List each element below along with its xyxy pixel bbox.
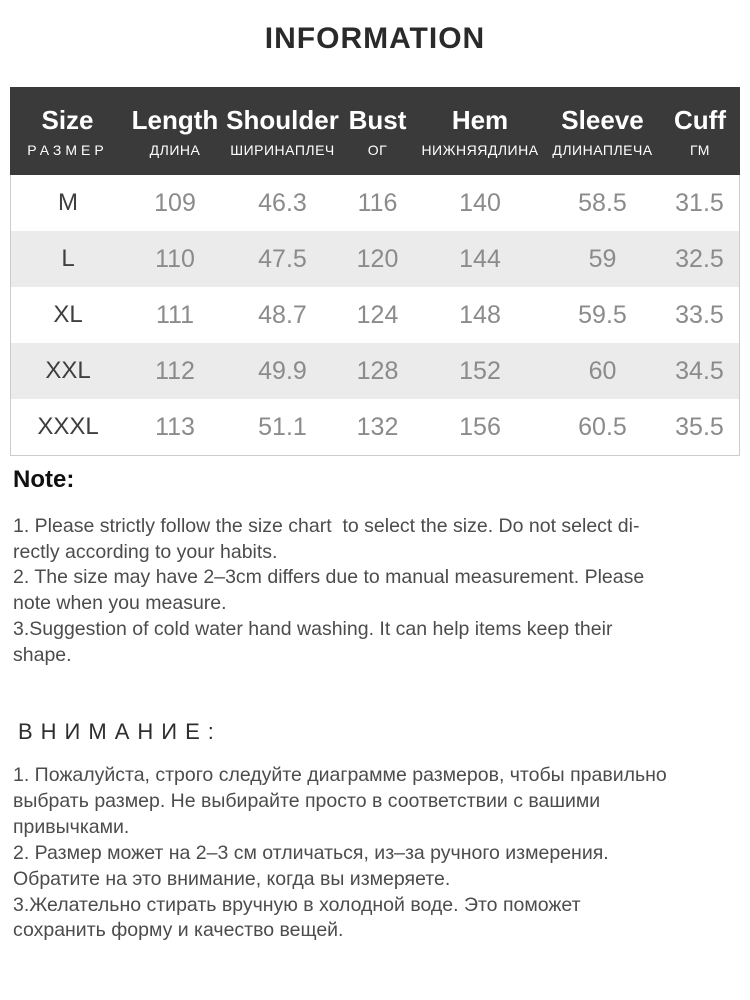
value-cell: 32.5: [675, 244, 724, 273]
value-cell: 110: [155, 244, 195, 273]
note-line: 2. The size may have 2–3cm differs due to manual measurement. Please: [13, 566, 645, 589]
header-label-en: Length: [131, 104, 219, 135]
value-cell: 116: [357, 188, 398, 217]
attention-heading: ВНИМАНИЕ:: [18, 719, 222, 744]
page-title: INFORMATION: [264, 22, 486, 55]
header-label-en: Size: [41, 104, 94, 135]
attention-line: 1. Пожалуйста, строго следуйте диаграмме размеров, чтобы правильно: [13, 764, 667, 786]
table-body: [10, 175, 740, 456]
table-row-xxxl: [11, 399, 739, 455]
value-cell: 148: [459, 300, 501, 329]
note-line: rectly according to your habits.: [13, 540, 278, 563]
value-cell: 60.5: [578, 412, 627, 441]
header-cell-cuff: [660, 105, 740, 158]
note-paragraph: [13, 514, 739, 668]
header-cell-bust: [340, 105, 415, 158]
value-cell: 34.5: [675, 356, 724, 385]
header-label-en: Bust: [348, 104, 407, 135]
value-cell: 35.5: [675, 412, 724, 441]
value-cell: 113: [155, 412, 195, 441]
table-header: [10, 87, 740, 175]
header-cell-size: [10, 105, 125, 158]
value-cell: 31.5: [675, 188, 724, 217]
value-cell: 51.1: [258, 412, 307, 441]
header-label-ru: ДЛИНА: [149, 141, 201, 158]
value-cell: 111: [155, 300, 194, 329]
attention-line: 3.Желательно стирать вручную в холодной воде. Это поможет: [13, 893, 581, 916]
size-cell: XL: [53, 301, 83, 328]
header-label-ru: ОГ: [367, 141, 388, 158]
value-cell: 48.7: [258, 300, 307, 329]
value-cell: 60: [588, 356, 617, 385]
header-label-ru: ШИРИНАПЛЕЧ: [230, 141, 335, 158]
value-cell: 58.5: [578, 188, 627, 217]
note-line: note when you measure.: [13, 592, 227, 615]
size-table: [10, 87, 740, 456]
header-label-ru: ДЛИНАПЛЕЧА: [552, 141, 653, 158]
header-cell-shoulder: [225, 105, 340, 158]
attention-paragraph: [13, 763, 739, 944]
header-label-ru: НИЖНЯЯДЛИНА: [421, 141, 539, 158]
size-cell: L: [61, 245, 75, 272]
value-cell: 112: [155, 356, 195, 385]
header-cell-length: [125, 105, 225, 158]
value-cell: 59.5: [578, 300, 627, 329]
header-cell-hem: [415, 105, 545, 158]
value-cell: 124: [356, 300, 399, 329]
header-label-en: Sleeve: [561, 104, 644, 135]
value-cell: 49.9: [258, 356, 307, 385]
table-row-l: [11, 231, 739, 287]
header-label-ru: РАЗМЕР: [27, 141, 108, 158]
attention-line: выбрать размер. Не выбирайте просто в соответствии с вашими: [13, 789, 601, 812]
value-cell: 140: [459, 188, 501, 217]
value-cell: 46.3: [258, 188, 307, 217]
value-cell: 144: [459, 244, 501, 273]
note-heading: Note:: [13, 466, 75, 493]
header-cell-sleeve: [545, 105, 660, 158]
note-line: 3.Suggestion of cold water hand washing. It can help items keep their: [13, 617, 613, 640]
header-label-ru: ГМ: [690, 141, 710, 158]
size-cell: XXL: [45, 357, 91, 384]
note-line: 1. Please strictly follow the size chart to select the size. Do not select di-: [13, 515, 640, 537]
attention-line: 2. Размер может на 2–3 см отличаться, из–за ручного измерения.: [13, 841, 609, 864]
value-cell: 128: [356, 356, 399, 385]
attention-line: привычками.: [13, 815, 130, 838]
value-cell: 47.5: [258, 244, 307, 273]
value-cell: 120: [356, 244, 399, 273]
attention-line: сохранить форму и качество вещей.: [13, 919, 344, 942]
size-cell: M: [58, 189, 78, 216]
value-cell: 59: [588, 244, 617, 273]
header-label-en: Shoulder: [226, 104, 339, 135]
attention-line: Обратите на это внимание, когда вы измеряете.: [13, 867, 451, 890]
header-label-en: Cuff: [674, 104, 726, 135]
size-cell: XXXL: [37, 413, 99, 440]
value-cell: 132: [356, 412, 399, 441]
note-line: shape.: [13, 643, 72, 666]
table-row-m: [11, 175, 739, 231]
header-label-en: Hem: [451, 104, 509, 135]
value-cell: 109: [154, 188, 196, 217]
value-cell: 33.5: [675, 300, 724, 329]
value-cell: 156: [459, 412, 501, 441]
value-cell: 152: [459, 356, 501, 385]
table-row-xl: [11, 287, 739, 343]
table-row-xxl: [11, 343, 739, 399]
